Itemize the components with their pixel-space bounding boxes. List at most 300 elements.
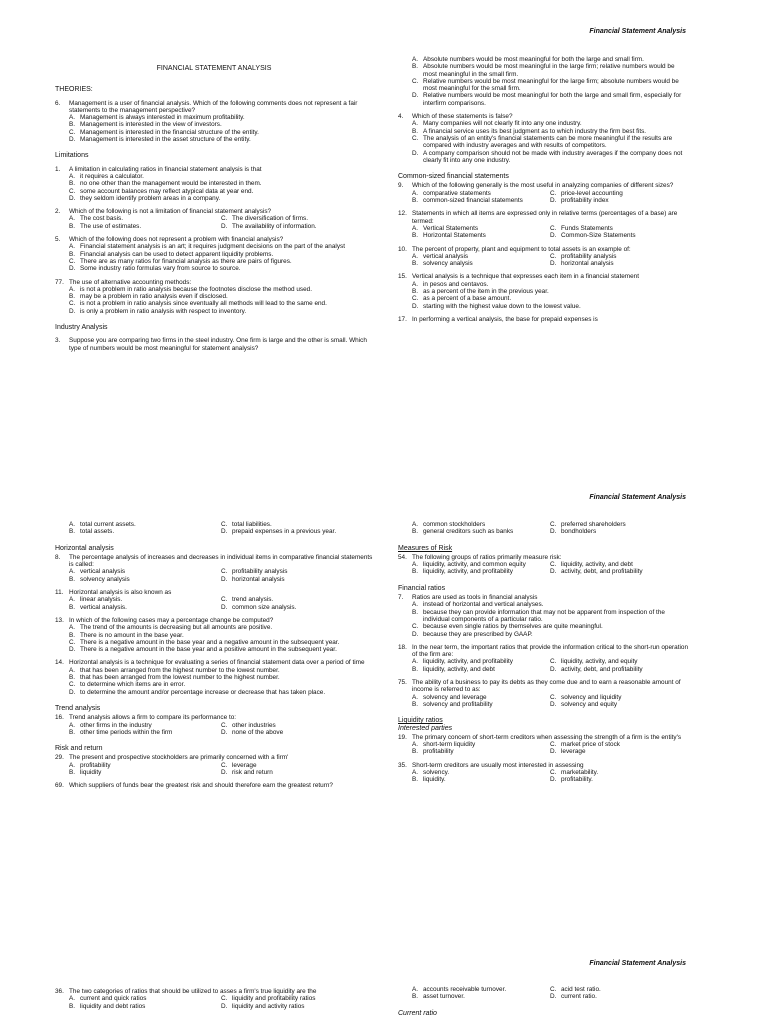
option-text: that has been arranged from the lowest number to the highest number.	[80, 674, 280, 682]
option-text: Management is interested in the financial structure of the entity.	[80, 128, 259, 136]
option-letter: A.	[69, 995, 76, 1003]
option-letter: C.	[69, 187, 76, 195]
option-text: starting with the highest value down to the lowest value.	[423, 302, 581, 310]
option-letter: D.	[221, 528, 228, 536]
answer-option	[412, 601, 688, 608]
option-letter: D.	[69, 307, 76, 315]
answer-option	[412, 694, 550, 701]
option-letter: C.	[69, 681, 76, 689]
question-number: 14.	[55, 659, 64, 667]
answer-options	[69, 624, 373, 653]
section-heading: Liquidity ratios	[398, 717, 443, 725]
question-number: 18.	[398, 643, 407, 651]
option-letter: B.	[69, 728, 76, 736]
question-stem	[55, 100, 373, 115]
question-number: 77.	[55, 278, 64, 286]
answer-option	[69, 293, 373, 300]
option-text: current ratio.	[561, 993, 597, 1001]
option-letter: B.	[412, 63, 419, 71]
answer-options	[412, 190, 688, 205]
question-item	[55, 554, 373, 583]
question-stem	[55, 554, 373, 569]
option-text: to determine which items are in error.	[80, 681, 186, 689]
option-text: leverage	[561, 748, 586, 756]
question-stem	[55, 988, 373, 995]
option-text: other time periods within the firm	[80, 728, 173, 736]
option-text: The analysis of an entity's financial statements can be more meaningful if the results are compared with industry averages and with results of competitors.	[423, 134, 673, 150]
option-text: bondholders	[561, 528, 597, 536]
answer-option	[412, 741, 550, 748]
option-letter: C.	[69, 128, 76, 136]
answer-option	[412, 666, 550, 673]
option-letter: A.	[412, 693, 419, 701]
option-letter: D.	[221, 769, 228, 777]
answer-option	[221, 528, 373, 535]
option-text: liquidity, activity, and common equity	[423, 561, 526, 569]
option-text: as a percent of a base amount.	[423, 295, 512, 303]
question-stem	[398, 644, 688, 659]
option-text: because even single ratios by themselves are quite meaningful.	[423, 623, 603, 631]
option-letter: C.	[221, 596, 228, 604]
option-text: The diversification of firms.	[232, 215, 309, 223]
answer-option	[550, 197, 688, 204]
answer-options	[412, 56, 688, 107]
option-letter: B.	[412, 700, 419, 708]
question-number: 29.	[55, 754, 64, 762]
question-item	[55, 659, 373, 695]
option-letter: A.	[69, 568, 76, 576]
question-item	[398, 679, 688, 708]
page-header: Financial Statement Analysis	[589, 494, 686, 501]
option-letter: B.	[412, 260, 419, 268]
answer-option	[69, 689, 373, 696]
answer-option	[412, 78, 688, 93]
question-text: Horizontal analysis is a technique for evaluating a series of financial statement data over a period of time	[69, 659, 365, 667]
answer-option	[412, 748, 550, 755]
question-item	[398, 210, 688, 239]
answer-option	[550, 701, 688, 708]
question-number: 7.	[398, 594, 404, 602]
answer-option	[412, 769, 550, 776]
answer-option	[412, 135, 688, 150]
option-letter: B.	[412, 288, 419, 296]
option-letter: C.	[550, 693, 557, 701]
answer-option	[221, 223, 373, 230]
answer-option	[69, 604, 221, 611]
option-letter: A.	[412, 601, 419, 609]
option-text: The trend of the amounts is decreasing but all amounts are positive.	[80, 624, 273, 632]
option-text: vertical analysis.	[80, 603, 127, 611]
option-text: liquidity, activity, and profitability	[423, 658, 513, 666]
answer-option	[69, 136, 373, 143]
answer-options	[412, 769, 688, 784]
option-letter: D.	[221, 728, 228, 736]
question-number: 12.	[398, 210, 407, 218]
answer-option	[412, 521, 550, 528]
question-text: The use of alternative accounting methods:	[69, 278, 192, 286]
option-letter: B.	[412, 608, 419, 616]
option-letter: D.	[550, 700, 557, 708]
question-number: 5.	[55, 236, 61, 244]
question-stem	[398, 554, 688, 561]
answer-option	[550, 190, 688, 197]
question-stem	[398, 246, 688, 253]
page-header: Financial Statement Analysis	[589, 960, 686, 967]
section-heading: Risk and return	[55, 745, 103, 753]
answer-option	[69, 308, 373, 315]
question-stem	[398, 762, 688, 769]
option-letter: D.	[69, 688, 76, 696]
option-text: liquidity.	[423, 776, 446, 784]
option-text: Common-Size Statements	[561, 232, 636, 240]
question-text: The percent of property, plant and equipment to total assets is an example of:	[412, 245, 631, 253]
question-stem	[398, 113, 688, 120]
answer-option	[69, 1003, 221, 1010]
answer-option	[69, 576, 221, 583]
option-letter: A.	[69, 521, 76, 528]
option-text: they seldom identify problem areas in a company.	[80, 194, 221, 202]
answer-options	[412, 601, 688, 637]
answer-options	[69, 114, 373, 143]
answer-option	[69, 722, 221, 729]
option-text: common stockholders	[423, 521, 486, 528]
option-letter: D.	[412, 302, 419, 310]
option-text: profitability analysis	[232, 568, 288, 576]
answer-option	[69, 995, 221, 1002]
option-letter: A.	[69, 666, 76, 674]
answer-option	[69, 129, 373, 136]
answer-option	[550, 694, 688, 701]
option-letter: A.	[69, 761, 76, 769]
answer-option	[69, 632, 373, 639]
option-letter: D.	[221, 1002, 228, 1010]
question-stem	[55, 279, 373, 286]
answer-options	[412, 521, 688, 536]
option-letter: C.	[550, 769, 557, 777]
answer-option	[69, 681, 373, 688]
question-text: Vertical analysis is a technique that expresses each item in a financial statement	[412, 273, 639, 281]
option-text: vertical analysis	[423, 252, 469, 260]
document-title: FINANCIAL STATEMENT ANALYSIS	[156, 65, 272, 72]
option-letter: C.	[69, 638, 76, 646]
option-letter: D.	[221, 603, 228, 611]
question-stem	[55, 617, 373, 624]
answer-option	[69, 646, 373, 653]
answer-options	[412, 741, 688, 756]
option-text: profitability	[80, 761, 111, 769]
answer-option	[412, 303, 688, 310]
option-letter: B.	[412, 197, 419, 205]
option-text: profitability analysis	[561, 252, 617, 260]
option-text: no one other than the management would be interested in them.	[80, 180, 262, 188]
option-letter: C.	[412, 77, 419, 85]
answer-option	[412, 658, 550, 665]
answer-option	[412, 776, 550, 783]
answer-option	[412, 253, 550, 260]
option-text: acid test ratio.	[561, 986, 601, 993]
answer-options	[412, 561, 688, 576]
question-text: Which suppliers of funds bear the greatest risk and should therefore earn the greatest return?	[69, 782, 333, 790]
answer-options	[69, 995, 373, 1010]
option-text: There is no amount in the base year.	[80, 631, 184, 639]
option-letter: A.	[412, 986, 419, 993]
answer-option	[221, 576, 373, 583]
option-text: total assets.	[80, 528, 115, 536]
section-heading: Common-sized financial statements	[398, 173, 509, 181]
option-letter: D.	[550, 993, 557, 1001]
option-text: activity, debt, and profitability	[561, 568, 643, 576]
option-letter: A.	[412, 561, 419, 569]
question-text: The present and prospective stockholders are primarily concerned with a firm'	[69, 754, 289, 762]
answer-option	[550, 260, 688, 267]
question-number: 2.	[55, 208, 61, 216]
answer-option	[69, 173, 373, 180]
option-letter: D.	[412, 630, 419, 638]
right-column	[398, 521, 688, 784]
answer-option	[69, 258, 373, 265]
question-text: Trend analysis allows a firm to compare its performance to:	[69, 714, 237, 722]
answer-option	[69, 243, 373, 250]
option-letter: D.	[221, 222, 228, 230]
option-text: Management is interested in the asset structure of the entity.	[80, 136, 251, 144]
option-text: in pesos and centavos.	[423, 280, 489, 288]
question-item	[398, 182, 688, 204]
question-text: The two categories of ratios that should be utilized to asses a firm's true liquidity are the	[69, 988, 317, 995]
answer-option	[550, 568, 688, 575]
answer-option	[412, 92, 688, 107]
question-text: Which of the following generally is the most useful in analyzing companies of different sizes?	[412, 182, 674, 190]
answer-option	[550, 769, 688, 776]
answer-option	[412, 609, 688, 624]
option-text: common-sized financial statements	[423, 197, 523, 205]
option-letter: D.	[550, 776, 557, 784]
section-heading: Measures of Risk	[398, 544, 453, 552]
option-letter: A.	[69, 596, 76, 604]
option-letter: D.	[221, 575, 228, 583]
option-text: liquidity, activity, and debt	[423, 665, 495, 673]
question-number: 75.	[398, 679, 407, 687]
option-text: trend analysis.	[232, 596, 274, 604]
answer-options	[412, 281, 688, 310]
option-text: leverage	[232, 761, 257, 769]
option-letter: C.	[550, 521, 557, 528]
answer-option	[550, 232, 688, 239]
option-letter: C.	[221, 995, 228, 1003]
question-stem	[55, 337, 373, 352]
answer-option	[69, 188, 373, 195]
answer-option	[221, 215, 373, 222]
answer-option	[550, 658, 688, 665]
answer-options	[69, 762, 373, 777]
answer-option	[69, 769, 221, 776]
question-stem	[398, 679, 688, 694]
answer-option	[412, 701, 550, 708]
option-text: Relative numbers would be most meaningful for the large firm; absolute numbers would be most meaningful for the small firm.	[423, 77, 679, 93]
option-text: preferred shareholders	[561, 521, 626, 528]
left-column	[55, 986, 373, 1010]
option-text: The use of estimates.	[80, 222, 142, 230]
option-text: solvency analysis	[423, 260, 473, 268]
answer-option	[412, 120, 688, 127]
option-letter: A.	[412, 521, 419, 528]
option-text: horizontal analysis	[232, 575, 285, 583]
question-text: Which of these statements is false?	[412, 113, 513, 121]
question-text: The following groups of ratios primarily measure risk:	[412, 553, 562, 561]
answer-options	[69, 568, 373, 583]
option-text: profitability.	[561, 776, 593, 784]
option-text: Financial statement analysis is an art; it requires judgment decisions on the part of the analyst	[80, 243, 345, 251]
option-text: comparative statements	[423, 189, 491, 197]
question-item	[398, 273, 688, 309]
question-stem	[55, 714, 373, 721]
answer-option	[412, 631, 688, 638]
answer-option	[412, 56, 688, 63]
option-letter: A.	[412, 120, 419, 128]
answer-option	[221, 1003, 373, 1010]
answer-option	[550, 528, 688, 535]
option-text: may be a problem in ratio analysis even if disclosed.	[80, 293, 228, 301]
question-stem	[398, 210, 688, 225]
question-item	[55, 208, 373, 230]
option-text: There is a negative amount in the base year and a negative amount in the subsequent year.	[80, 638, 340, 646]
option-letter: B.	[69, 528, 76, 536]
option-letter: D.	[412, 92, 419, 100]
section-heading: Horizontal analysis	[55, 544, 114, 552]
option-text: that has been arranged from the highest number to the lowest number.	[80, 666, 280, 674]
option-letter: C.	[550, 986, 557, 993]
answer-options	[69, 215, 373, 230]
question-text: In performing a vertical analysis, the base for prepaid expenses is	[412, 315, 598, 323]
option-text: liquidity, activity, and debt	[561, 561, 633, 569]
option-text: A financial service uses its best judgment as to which industry the firm best fits.	[423, 127, 647, 135]
question-text: Which of the following does not represent a problem with financial analysis?	[69, 236, 284, 244]
question-number: 36.	[55, 988, 64, 995]
question-stem	[55, 659, 373, 666]
answer-option	[412, 623, 688, 630]
question-text: Management is a user of financial analysis. Which of the following comments does not represent a fair statements to the management perspective?	[69, 99, 358, 114]
option-letter: C.	[550, 561, 557, 569]
option-text: other industries	[232, 721, 276, 729]
answer-option	[69, 215, 221, 222]
option-text: some account balances may reflect atypical data at year end.	[80, 187, 254, 195]
question-text: A limitation in calculating ratios in financial statement analysis is that	[69, 165, 262, 173]
option-letter: B.	[412, 528, 419, 536]
option-letter: D.	[550, 232, 557, 240]
option-text: is not a problem in ratio analysis since eventually all methods will lead to the same end.	[80, 300, 327, 308]
answer-option	[412, 288, 688, 295]
question-stem	[398, 734, 688, 741]
option-text: Vertical Statements	[423, 224, 479, 232]
option-text: Some industry ratio formulas vary from source to source.	[80, 265, 241, 273]
question-number: 19.	[398, 733, 407, 741]
answer-options	[69, 173, 373, 202]
option-text: market price of stock	[561, 741, 620, 749]
answer-option	[69, 223, 221, 230]
answer-option	[69, 195, 373, 202]
answer-options	[412, 986, 688, 1001]
question-number: 16.	[55, 714, 64, 722]
option-text: Financial analysis can be used to detect apparent liquidity problems.	[80, 250, 274, 258]
question-number: 10.	[398, 245, 407, 253]
question-stem	[55, 589, 373, 596]
answer-options	[412, 253, 688, 268]
option-text: liquidity and debt ratios	[80, 1002, 146, 1010]
question-stem	[398, 182, 688, 189]
question-item	[398, 594, 688, 638]
option-text: other firms in the industry	[80, 721, 152, 729]
option-text: liquidity and profitability ratios	[232, 995, 316, 1003]
option-letter: A.	[412, 224, 419, 232]
option-text: solvency and leverage	[423, 693, 487, 701]
answer-option	[69, 596, 221, 603]
answer-option	[412, 568, 550, 575]
answer-option	[221, 762, 373, 769]
answer-options	[412, 120, 688, 164]
question-item	[398, 113, 688, 164]
option-letter: B.	[69, 674, 76, 682]
option-text: because they can provide information that may not be apparent from inspection of the individual components of a particular ratio.	[423, 608, 665, 623]
answer-option	[69, 300, 373, 307]
question-text: Short-term creditors are usually most interested in assessing	[412, 761, 584, 769]
answer-option	[412, 197, 550, 204]
question-item	[55, 754, 373, 776]
option-text: asset turnover.	[423, 993, 465, 1001]
option-letter: D.	[69, 265, 76, 273]
option-letter: D.	[69, 136, 76, 144]
option-text: profitability index	[561, 197, 609, 205]
option-letter: C.	[412, 134, 419, 142]
answer-option	[221, 729, 373, 736]
option-letter: A.	[69, 172, 76, 180]
option-text: Many companies will not clearly fit into any one industry.	[423, 120, 582, 128]
question-text: The percentage analysis of increases and decreases in individual items in comparative financial statements is called:	[69, 553, 373, 569]
question-text: Which of the following is not a limitation of financial statement analysis?	[69, 208, 272, 216]
option-letter: B.	[69, 769, 76, 777]
answer-option	[69, 639, 373, 646]
question-number: 4.	[398, 113, 404, 121]
answer-option	[69, 729, 221, 736]
option-text: is not a problem in ratio analysis because the footnotes disclose the method used.	[80, 285, 312, 293]
question-text: In which of the following cases may a percentage change be computed?	[69, 616, 274, 624]
answer-options	[69, 521, 373, 536]
option-letter: B.	[412, 127, 419, 135]
option-letter: C.	[550, 741, 557, 749]
question-number: 6.	[55, 99, 61, 107]
option-text: total liabilities.	[232, 521, 272, 528]
option-text: profitability	[423, 748, 454, 756]
section-heading: Limitations	[55, 152, 89, 160]
option-letter: D.	[550, 528, 557, 536]
option-text: current and quick ratios	[80, 995, 147, 1003]
section-heading: Current ratio	[398, 1009, 437, 1017]
question-stem	[55, 754, 373, 761]
option-text: liquidity, activity, and profitability	[423, 568, 513, 576]
option-text: prepaid expenses in a previous year.	[232, 528, 337, 536]
option-letter: A.	[412, 658, 419, 666]
section-heading: Industry Analysis	[55, 324, 108, 332]
question-number: 11.	[55, 589, 64, 597]
question-item	[55, 337, 373, 352]
question-text: Suppose you are comparing two firms in the steel industry. One firm is large and the other is small. Which type of numbers would be most meaningful for statement analysis?	[69, 337, 367, 352]
question-item	[55, 589, 373, 611]
question-item	[398, 762, 688, 784]
option-text: it requires a calculator.	[80, 172, 144, 180]
option-text: Absolute numbers would be most meaningful for both the large and small firm.	[423, 56, 644, 63]
option-letter: C.	[221, 761, 228, 769]
question-number: 3.	[55, 337, 61, 345]
option-text: liquidity, activity, and equity	[561, 658, 638, 666]
answer-option	[69, 521, 221, 528]
